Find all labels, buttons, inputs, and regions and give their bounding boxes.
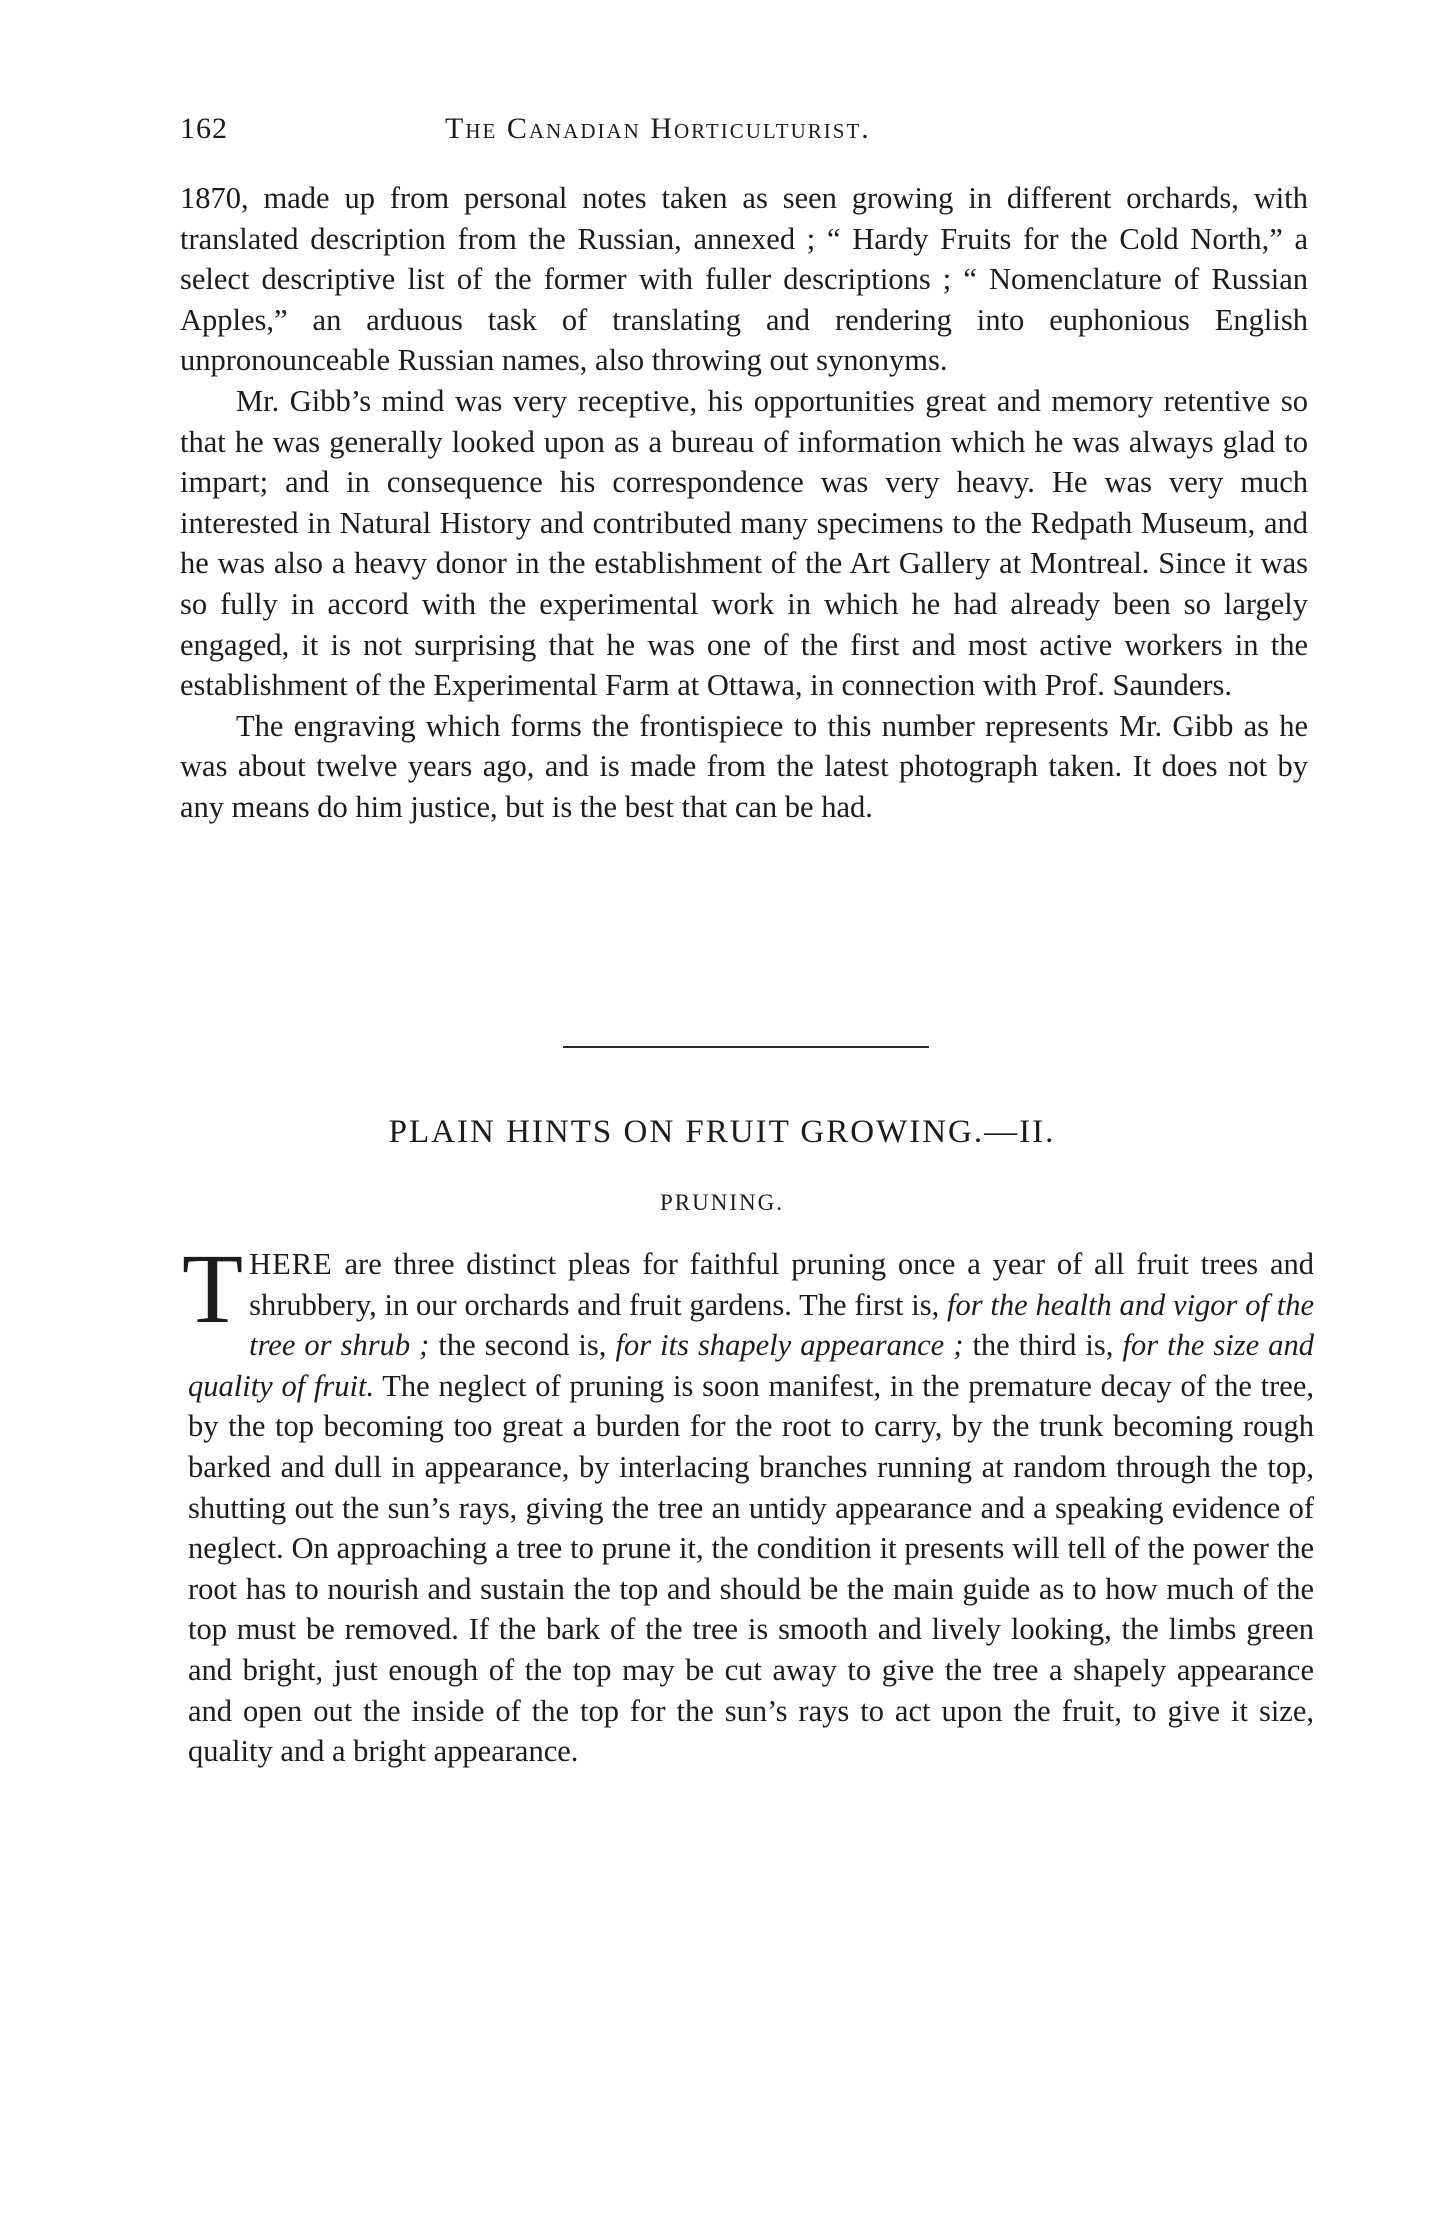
article-title: PLAIN HINTS ON FRUIT GROWING.—II. — [388, 1114, 1056, 1150]
italic-phrase: for the size and quality of fruit. — [188, 1328, 1314, 1403]
drop-cap: T — [182, 1233, 244, 1344]
section-heading: PRUNING. — [660, 1190, 784, 1215]
paragraph — [182, 1233, 1314, 1772]
italic-phrase: for its shapely appearance ; — [615, 1328, 964, 1363]
section-divider — [563, 1046, 929, 1048]
body-text: the third is, — [963, 1328, 1123, 1363]
body-text: The neglect of pruning is soon manifest, in the premature decay of the tree, by the top becoming too great a burden for the root to carry, by the trunk becoming rough barked and dull in appearance, by interlacing branches running at random through the top, shutting out the sun’s rays, giving the tree an untidy appearance and a speaking evidence of neglect. On approaching a tree to prune it, the condition it presents will tell of the power the root has to nourish and sustain the top and should be the main guide as to how much of the top must be removed. If the bark of the tree is smooth and lively looking, the limbs green and bright, just enough of the top may be cut away to give the tree a shapely appearance and open out the inside of the top for the sun’s rays to act upon the fruit, to give it size, quality and a bright appearance. — [188, 1368, 1314, 1769]
paragraph: 1870, made up from personal notes taken as seen growing in different orchards, with translated description from the Russian, annexed ; “ Hardy Fruits for the Cold North,” a select descriptive list of the former with fuller descriptions ; “ Nomenclature of Russian Apples,” an arduous task of translating and rendering into euphonious English unpronounceable Russian names, also throwing out synonyms. — [180, 181, 1308, 378]
paragraph: The engraving which forms the frontispiece to this number represents Mr. Gibb as he was about twelve years ago, and is made from the latest photograph taken. It does not by any means do him justice, but is the best that can be had. — [180, 708, 1308, 824]
article-body — [182, 1233, 1314, 1772]
italic-phrase: for the health and vigor of the tree or shrub ; — [249, 1287, 1314, 1363]
paragraph: Mr. Gibb’s mind was very receptive, his opportunities great and memory retentive so that he was generally looked upon as a bureau of information which he was always glad to impart; and in consequence his correspondence was very heavy. He was very much interested in Natural History and contributed many specimens to the Redpath Museum, and he was also a heavy donor in the establishment of the Art Gallery at Montreal. Since it was so fully in accord with the experimental work in which he had already been so largely engaged, it is not surprising that he was one of the first and most active workers in the establishment of the Experimental Farm at Ottawa, in connection with Prof. Saunders. — [180, 383, 1308, 703]
body-text: the second is, — [429, 1328, 616, 1363]
lead-word: HERE — [249, 1247, 333, 1281]
running-head — [180, 112, 1316, 152]
previous-article-text — [180, 178, 1308, 828]
journal-title: The Canadian Horticulturist. — [445, 112, 871, 145]
page-number: 162 — [180, 112, 228, 145]
body-text: are three distinct pleas for faithful pruning once a year of all fruit trees and shrubbery, in our orchards and fruit gardens. The first is, — [249, 1247, 1314, 1322]
